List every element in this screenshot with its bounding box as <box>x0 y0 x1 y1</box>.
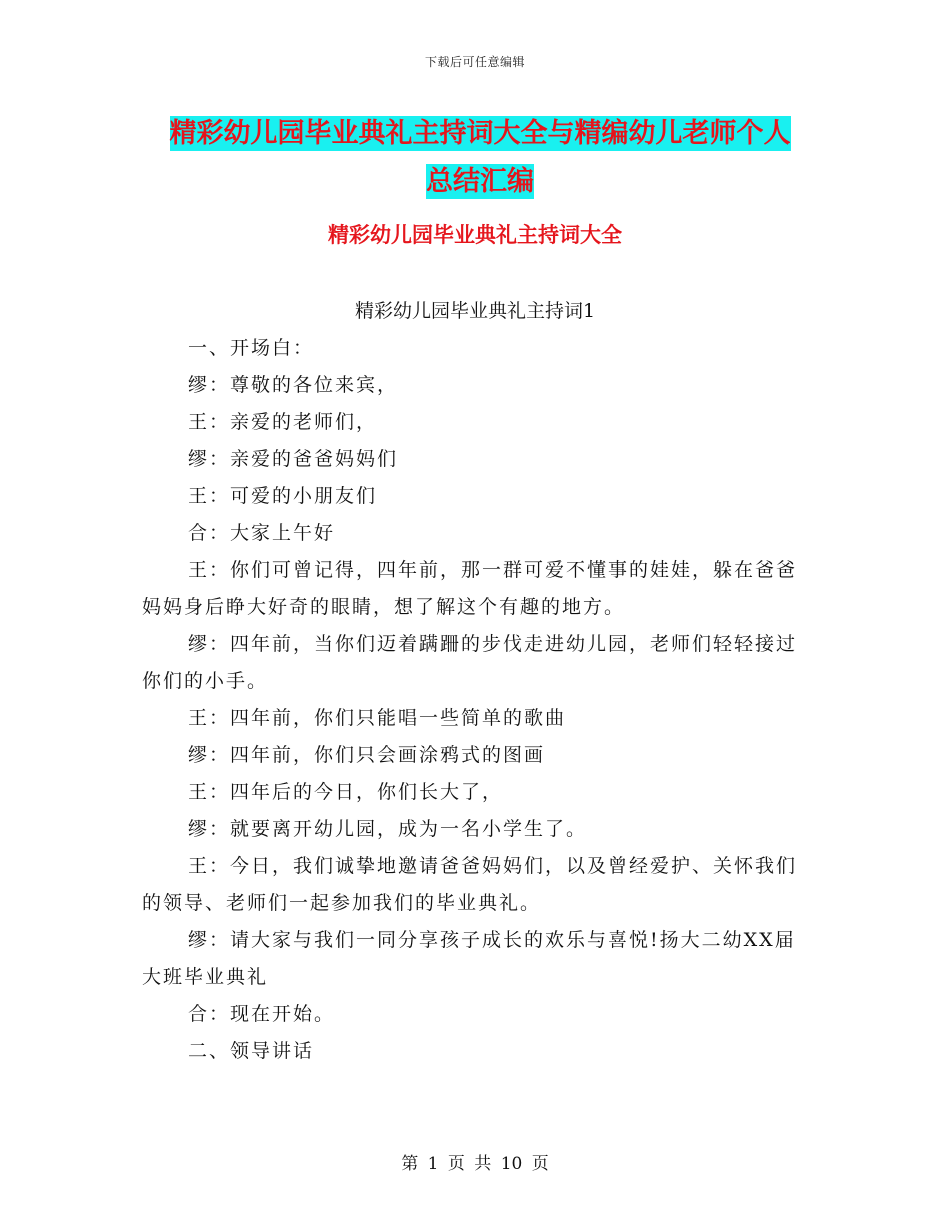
paragraph: 缪：请大家与我们一同分享孩子成长的欢乐与喜悦!扬大二幼XX届大班毕业典礼 <box>142 929 796 988</box>
document-title-line-2: 总结汇编 <box>426 166 534 197</box>
speech-subtitle: 精彩幼儿园毕业典礼主持词1 <box>354 300 596 322</box>
document-title-line-1: 精彩幼儿园毕业典礼主持词大全与精编幼儿老师个人 <box>169 118 791 149</box>
paragraph: 王：四年后的今日，你们长大了， <box>188 781 504 803</box>
paragraph: 王：可爱的小朋友们 <box>188 485 378 507</box>
header-note: 下载后可任意编辑 <box>424 55 525 69</box>
paragraph: 缪：四年前，你们只会画涂鸦式的图画 <box>188 744 546 766</box>
paragraph: 王：你们可曾记得，四年前，那一群可爱不懂事的娃娃，躲在爸爸妈妈身后睁大好奇的眼睛，想了解这个有趣的地方。 <box>142 559 798 618</box>
paragraph: 缪：亲爱的爸爸妈妈们 <box>188 448 399 470</box>
page-number: 第 1 页 共 10 页 <box>401 1154 549 1174</box>
paragraph: 缪：尊敬的各位来宾， <box>188 374 399 396</box>
section-title: 精彩幼儿园毕业典礼主持词大全 <box>328 223 622 247</box>
paragraph: 二、领导讲话 <box>188 1040 315 1062</box>
paragraph: 王：今日，我们诚挚地邀请爸爸妈妈们，以及曾经爱护、关怀我们的领导、老师们一起参加我们的毕业典礼。 <box>142 855 798 914</box>
document-title <box>140 110 820 206</box>
paragraph: 缪：就要离开幼儿园，成为一名小学生了。 <box>188 818 588 840</box>
document-body <box>142 330 798 1070</box>
paragraph: 王：亲爱的老师们， <box>188 411 378 433</box>
paragraph: 一、开场白： <box>188 337 315 359</box>
paragraph: 合：现在开始。 <box>188 1003 336 1025</box>
paragraph: 王：四年前，你们只能唱一些简单的歌曲 <box>188 707 567 729</box>
paragraph: 合：大家上午好 <box>188 522 336 544</box>
paragraph: 缪：四年前，当你们迈着蹒跚的步伐走进幼儿园，老师们轻轻接过你们的小手。 <box>142 633 798 692</box>
